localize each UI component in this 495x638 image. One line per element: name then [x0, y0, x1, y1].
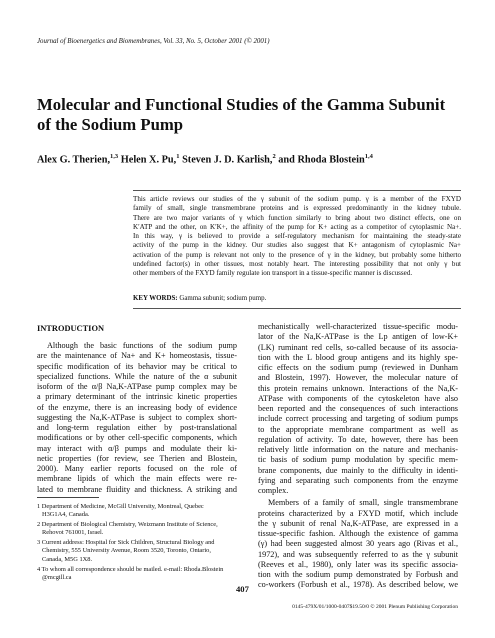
body-text-line: lator of the Na,K-ATPase is the Lp antigen of low-K+	[258, 332, 458, 342]
abstract-line: In this way, γ is believed to provide a self-regulatory mechanism for maintaining the steady-state	[133, 232, 461, 241]
body-text-line: include correct processing and targeting of sodium pumps	[258, 414, 458, 424]
body-text-line: relatively little information on the nature and mechanis-	[258, 445, 458, 454]
body-text-line: tion with the L blood group antigens and its highly spe-	[258, 352, 458, 362]
body-text-line: (γ) had been suggested almost 30 years ago (Rivas et al.,	[258, 539, 458, 549]
body-text-line: the γ subunit of renal Na,K-ATPase, are expressed in a	[258, 518, 458, 528]
body-text-line: mechanistically well-characterized tissue-specific modu-	[258, 322, 458, 331]
footnote-line: 1 Department of Medicine, McGill University, Montreal, Quebec	[37, 503, 204, 510]
abstract-line: This article reviews our studies of the γ subunit of the sodium pump. γ is a member of the FXYD	[133, 195, 461, 203]
body-text-line: isoform of the α/β Na,K-ATPase pump complex may be	[37, 382, 237, 391]
body-text-line: 2000). Many earlier reports focused on the role of	[37, 464, 237, 473]
footnote-line: 3 Current address: Hospital for Sick Children, Structural Biology and	[37, 539, 215, 547]
left-column	[37, 341, 237, 495]
body-text-line: are the maintenance of Na+ and K+ homeostasis, tissue-	[37, 351, 237, 361]
author-name: Alex G. Therien,	[37, 154, 111, 166]
body-text-line: specific modification of its behavior may be critical to	[37, 361, 237, 371]
body-text-line: tissue-specific fashion. Although the existence of gamma	[258, 529, 458, 538]
footnote	[37, 521, 237, 537]
body-text-line: of the enzyme, there is an increasing body of evidence	[37, 402, 237, 412]
footnote-line: @mcgill.ca	[42, 573, 72, 581]
abstract	[133, 195, 461, 279]
footnote-line: 4 To whom all correspondence should be mailed. e-mail: Rhoda.Blostein	[37, 565, 224, 573]
abstract-line: activity of the pump in the kidney. Our studies also suggest that K+ antagonism of cytoplasmic Na+	[133, 241, 461, 250]
abstract-line: There are two major variants of γ which function similarly to bring about two distinct effects, one on	[133, 213, 461, 222]
body-text-line: specialized functions. While the nature of the α subunit	[37, 371, 237, 381]
footnote	[37, 503, 237, 519]
body-text-line: proteins characterized by a FXYD motif, which include	[258, 508, 458, 518]
body-text-line: this protein remains unknown. Interactions of the Na,K-	[258, 383, 458, 393]
footnote-line: 2 Department of Biological Chemistry, Weizmann Institute of Science,	[37, 521, 218, 529]
abstract-line: undefined factor(s) in other tissues, most notably heart. The interesting possibility that not only γ but	[133, 260, 461, 269]
footnote-rule	[37, 497, 99, 498]
footnote-line: Rehovot 761001, Israel.	[42, 529, 104, 537]
author-separator: and	[275, 154, 298, 166]
body-text-line: tic basis of sodium pump modulation by specific mem-	[258, 455, 458, 465]
article-title	[37, 95, 457, 135]
author-affiliation-mark: 1,4	[364, 153, 373, 160]
body-text-line: may interact with α/β pumps and modulate their ki-	[37, 443, 237, 453]
body-text-line: modifications or by other cell-specific components, which	[37, 433, 237, 443]
keywords	[133, 295, 266, 302]
body-text-line: 1972), and was subsequently referred to as the γ subunit	[258, 549, 458, 559]
body-text-line: lated to membrane fluidity and thickness. A striking and	[37, 484, 237, 494]
journal-citation: Journal of Bioenergetics and Biomembranes, Vol. 33, No. 5, October 2001 (© 2001)	[37, 38, 270, 45]
footnote-line: H3G1A4, Canada.	[42, 511, 90, 519]
keywords-text: Gamma subunit; sodium pump.	[179, 295, 267, 302]
body-text-line: tion with the sodium pump demonstrated by Forbush and	[258, 570, 458, 579]
body-text-line: ATPase with components of the cytoskeleton have also	[258, 393, 458, 403]
body-text-line: cific effects on the sodium pump (reviewed in Dunham	[258, 363, 458, 372]
title-line: of the Sodium Pump	[37, 115, 184, 134]
keywords-label: KEY WORDS:	[133, 295, 178, 302]
body-text-line: complex.	[258, 486, 289, 495]
page-number: 407	[236, 584, 249, 594]
body-text-line: and Blostein, 1997). However, the molecular nature of	[258, 373, 458, 383]
author-name: Steven J. D. Karlish,	[182, 154, 273, 166]
author-name: Rhoda Blostein	[297, 154, 365, 166]
body-text-line: fying and separating such components from the enzyme	[258, 475, 458, 485]
body-text-line: been reported and the consequences of such interactions	[258, 404, 458, 413]
author-affiliation-mark: 1	[176, 153, 180, 160]
body-text-line: and long-term regulation either by post-translational	[37, 423, 237, 432]
body-text-line: a primary determinant of the intrinsic kinetic properties	[37, 392, 237, 402]
abstract-line: other members of the FXYD family regulate ion transport in a tissue-specific manner is discussed.	[133, 269, 413, 278]
abstract-line: K′ATP and the other, on K′K+, the affinity of the pump for K+ acting as a competitor of cytoplasmic Na+.	[133, 222, 461, 231]
author-name: Helen X. Pu,	[120, 154, 177, 166]
footnotes	[37, 503, 237, 584]
body-text-line: brane components, due mainly to the difficulty in identi-	[258, 465, 458, 475]
author-affiliation-mark: 2	[272, 153, 276, 160]
body-text-line: Although the basic functions of the sodium pump	[47, 341, 237, 350]
footnote-line: Chemistry, 555 University Avenue, Room 3520, Toronto, Ontario,	[42, 547, 211, 555]
body-text-line: (Reeves et al., 1980), only later was its specific associa-	[258, 559, 458, 569]
author-affiliation-mark: 1,3	[110, 153, 119, 160]
footnote	[37, 566, 237, 582]
copyright-line: 0145-479X/01/1000-0407$19.50/0 © 2001 Plenum Publishing Corporation	[292, 604, 458, 610]
body-text-line: suggesting the Na,K-ATPase is subject to complex short-	[37, 412, 237, 422]
footnote-line: Canada, M5G 1X8.	[42, 555, 93, 563]
section-heading: INTRODUCTION	[37, 324, 105, 333]
body-text-line: to the appropriate membrane compartment as well as	[258, 424, 458, 434]
abstract-bottom-rule	[133, 308, 461, 309]
abstract-top-rule	[133, 190, 461, 191]
right-column	[258, 322, 458, 591]
author-list	[37, 153, 373, 165]
abstract-line: activation of the pump is relevant not only to the presence of γ in the kidney, but probably some hitherto	[133, 250, 461, 259]
title-line: Molecular and Functional Studies of the Gamma Subunit	[37, 95, 446, 114]
body-text-line: regulation of activity. To date, however, there has been	[258, 434, 458, 444]
abstract-line: family of small, single transmembrane proteins and is expressed predominantly in the kidney tubule.	[133, 204, 461, 213]
body-text-line: membrane lipids of which the main effects were re-	[37, 474, 237, 484]
body-text-line: (LK) ruminant red cells, so-called because of its associa-	[258, 342, 458, 352]
body-text-line: netic properties (for review, see Therien and Blostein,	[37, 453, 237, 463]
footnote	[37, 539, 237, 563]
body-text-line: co-workers (Forbush et al., 1978). As described below, we	[258, 580, 458, 590]
body-text-line: Members of a family of small, single transmembrane	[268, 498, 458, 508]
